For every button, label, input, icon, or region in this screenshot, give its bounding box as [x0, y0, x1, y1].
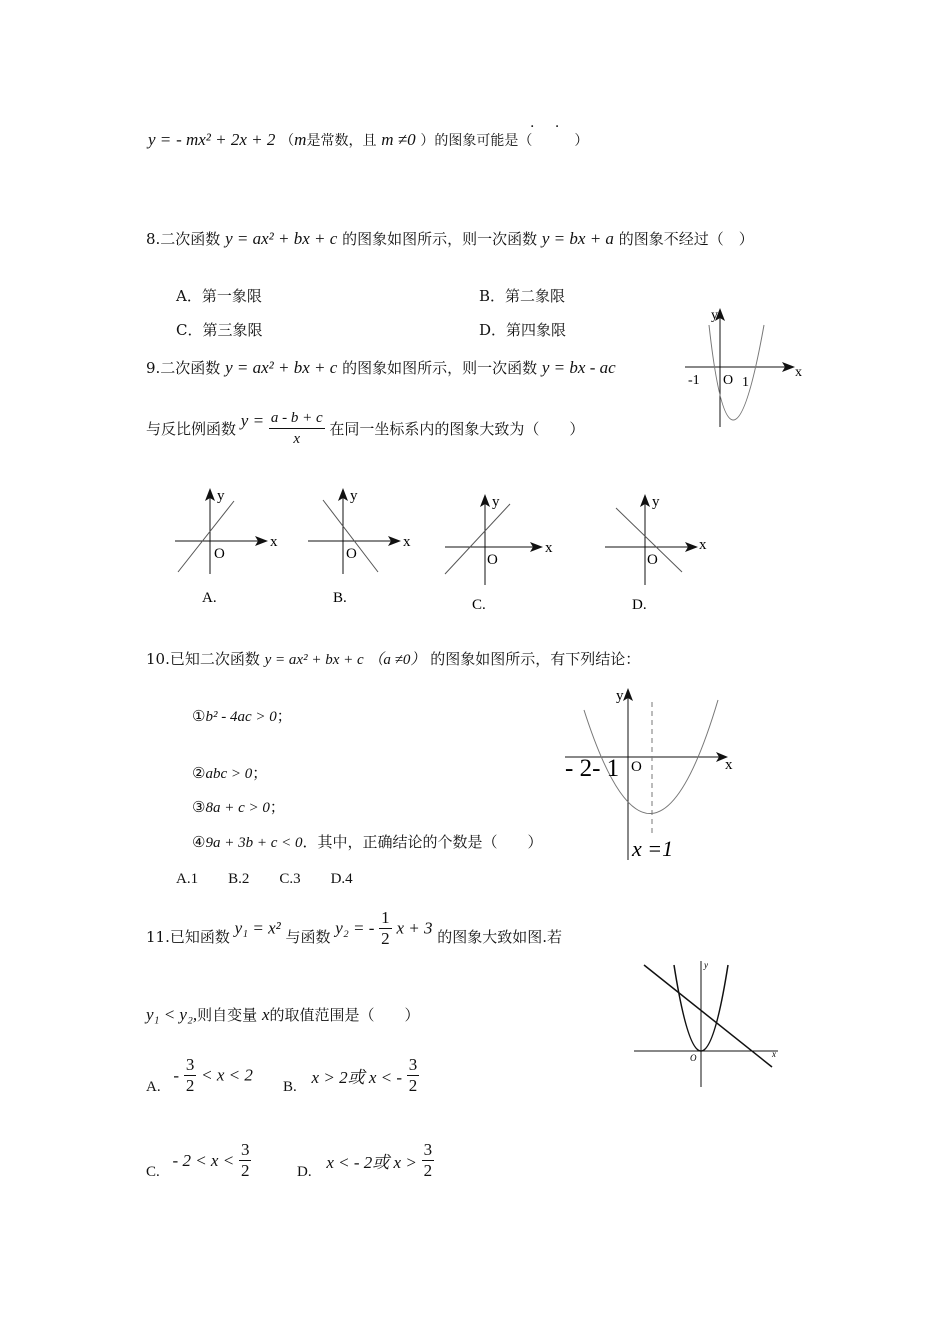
q11-option-b-den: 2: [408, 1076, 418, 1095]
q10-item-2-end: ；: [252, 764, 268, 782]
q10-item-1-num: ①: [192, 707, 206, 725]
q11-f2-num: 1: [381, 908, 390, 927]
q11-option-b-fraction: [407, 1055, 420, 1096]
q8-option-a: A．第一象限: [176, 287, 262, 305]
q8-stem: [146, 228, 754, 249]
q11-option-a-post: < x < 2: [201, 1065, 253, 1085]
q9-mid: 的图象如图所示，则一次函数: [342, 359, 538, 377]
q11-cond-x: x: [261, 1005, 270, 1024]
q11-graph-x: x: [772, 1049, 776, 1059]
q9-stem: [146, 357, 616, 378]
q11-option-c-label: C.: [146, 1164, 160, 1180]
q10-item-4-num: ④: [192, 833, 206, 851]
q9-frac-den: x: [293, 431, 301, 447]
q10-item-2-num: ②: [192, 764, 206, 782]
q9-c-x: x: [545, 540, 553, 556]
q10-graph-x: x: [725, 757, 733, 773]
q11-option-c-fraction: [239, 1140, 252, 1181]
q11-graph-origin: O: [690, 1053, 697, 1063]
q11-option-c-den: 2: [240, 1161, 250, 1180]
q10-item-3-math: 8a + c > 0: [205, 800, 270, 816]
q8-lead: 8.二次函数: [146, 230, 221, 248]
q11-option-d: [297, 1140, 434, 1181]
q8-mid: 的图象如图所示，则一次函数: [342, 230, 538, 248]
q9-option-c-graph: [440, 490, 560, 615]
q8-option-c: C．第三象限: [176, 321, 263, 339]
q10-graph-axis-eq: x =1: [632, 836, 674, 861]
q11-cond-math: y₁ < y₂,: [146, 1005, 198, 1024]
q10-item-4-end: ．其中，正确结论的个数是（ ）: [302, 833, 543, 851]
q9-fraction: [269, 408, 325, 449]
q9-option-c-label: C.: [472, 597, 486, 613]
q7-formula-rhs: - mx² + 2x + 2: [176, 130, 276, 149]
q10-item-3: [192, 796, 285, 817]
q11-graph-y: y: [704, 960, 708, 970]
q8-parabola-graph: [685, 305, 810, 430]
q8-graph-origin: O: [723, 373, 734, 388]
q9-option-d-graph: [600, 490, 715, 615]
q9-d-y: y: [652, 494, 660, 510]
q10-item-1-math: b² - 4ac > 0: [205, 709, 277, 725]
q11-mid: 与函数: [285, 928, 331, 946]
q8-formula-1: y = ax² + bx + c: [225, 229, 338, 248]
q11-condition: [146, 1004, 420, 1025]
q10-item-1-end: ；: [276, 707, 292, 725]
q11-cond-tail: 的取值范围是（ ）: [269, 1006, 420, 1024]
q11-f2-rhs: x + 3: [396, 918, 433, 938]
q11-option-d-fraction: [422, 1140, 435, 1181]
q11-option-d-den: 2: [423, 1161, 433, 1180]
q7-formula-lhs: y =: [148, 130, 172, 149]
q9-line2-lead: 与反比例函数: [146, 420, 237, 438]
q8-graph-neg1: -1: [688, 373, 700, 388]
q11-stem: [146, 908, 562, 949]
q10-formula: y = ax² + bx + c: [264, 652, 364, 668]
q9-option-a-label: A.: [202, 590, 217, 606]
q9-d-x: x: [699, 537, 707, 553]
q9-frac-num: a - b + c: [269, 408, 325, 429]
q11-option-a-label: A.: [146, 1079, 161, 1095]
q9-b-x: x: [403, 534, 411, 550]
q9-line2-tail: 在同一坐标系内的图象大致为（ ）: [329, 420, 585, 438]
q10-lead: 10.已知二次函数: [146, 650, 260, 668]
q11-option-d-label: D.: [297, 1164, 312, 1180]
q8-graph-one: 1: [742, 375, 749, 390]
q10-item-4: [192, 831, 543, 852]
q10-item-2: [192, 762, 267, 783]
q11-option-c: [146, 1140, 251, 1181]
q10-graph-origin: O: [631, 759, 642, 775]
q10-item-3-num: ③: [192, 798, 206, 816]
q9-a-origin: O: [214, 546, 225, 562]
q9-c-y: y: [492, 494, 500, 510]
q7-tail: ）的图象可能是（ ）: [420, 133, 589, 149]
q7-cond-math: m ≠0: [381, 130, 416, 149]
q11-option-a-den: 2: [185, 1076, 195, 1095]
q11-option-b-label: B.: [283, 1079, 297, 1095]
q9-option-a-graph: [170, 484, 285, 609]
q11-lead: 11.已知函数: [146, 928, 230, 946]
q8-option-d: D．第四象限: [479, 321, 567, 339]
q11-option-b-pre: x > 2或 x < -: [311, 1068, 402, 1087]
q10-parabola-graph: [560, 682, 740, 862]
q9-option-b-graph: [303, 484, 418, 609]
q9-b-origin: O: [346, 546, 357, 562]
q9-c-origin: O: [487, 552, 498, 568]
q10-stem: [146, 648, 640, 669]
q10-item-4-math: 9a + 3b + c < 0: [205, 835, 303, 851]
q7-cond-open: （: [280, 133, 295, 149]
q9-formula-2: y = bx - ac: [541, 358, 616, 377]
q11-option-c-pre: - 2 < x <: [172, 1150, 235, 1170]
q9-frac-lhs: y =: [240, 410, 265, 430]
q10-item-1: [192, 705, 292, 726]
q10-tail: 的图象如图所示，有下列结论：: [430, 650, 641, 668]
q9-lead: 9.二次函数: [146, 359, 221, 377]
q9-a-x: x: [270, 534, 278, 550]
q9-d-origin: O: [647, 552, 658, 568]
q8-graph-x-label: x: [795, 365, 802, 380]
q10-graph-ticks: - 2- 1: [565, 755, 620, 782]
q11-functions-graph: [632, 955, 782, 1090]
q8-option-b: B．第二象限: [479, 287, 566, 305]
q11-option-a: [146, 1055, 253, 1096]
q10-choices: A.1 B.2 C.3 D.4: [176, 871, 353, 887]
q9-option-b-label: B.: [333, 590, 347, 606]
q11-option-c-num: 3: [240, 1140, 250, 1159]
q11-f2-fraction: [379, 908, 392, 949]
q9-stem-line2: [146, 408, 584, 449]
q9-formula-1: y = ax² + bx + c: [225, 358, 338, 377]
q8-tail: 的图象不经过（ ）: [618, 230, 754, 248]
q11-f2-den: 2: [381, 929, 390, 948]
q11-option-d-pre: x < - 2或 x >: [326, 1153, 417, 1172]
q7-cond-text: 是常数，且: [306, 133, 377, 149]
q10-item-2-math: abc > 0: [205, 766, 253, 782]
q11-f2-lhs: y₂ = -: [335, 918, 375, 938]
q7-cond-m: m: [294, 130, 307, 149]
q8-graph-y-label: y: [711, 308, 718, 323]
q9-a-y: y: [217, 488, 225, 504]
q11-option-b: [283, 1055, 419, 1096]
q8-formula-2: y = bx + a: [541, 229, 614, 248]
q11-formula-1: y₁ = x²: [234, 918, 281, 938]
q11-option-a-pre: -: [173, 1065, 180, 1085]
q7-emphasis-dots: · ·: [530, 119, 568, 135]
q10-cond: （a ≠0）: [368, 652, 426, 668]
q10-graph-y: y: [616, 688, 624, 704]
q11-option-a-num: 3: [185, 1055, 195, 1074]
q11-option-a-fraction: [184, 1055, 197, 1096]
q11-cond-text: 则自变量: [197, 1006, 258, 1024]
q7-line: [148, 130, 588, 150]
q11-option-b-num: 3: [408, 1055, 418, 1074]
q9-option-d-label: D.: [632, 597, 647, 613]
q11-tail: 的图象大致如图.若: [437, 928, 563, 946]
q10-item-3-end: ；: [269, 798, 285, 816]
q11-option-d-num: 3: [423, 1140, 433, 1159]
q9-b-y: y: [350, 488, 358, 504]
